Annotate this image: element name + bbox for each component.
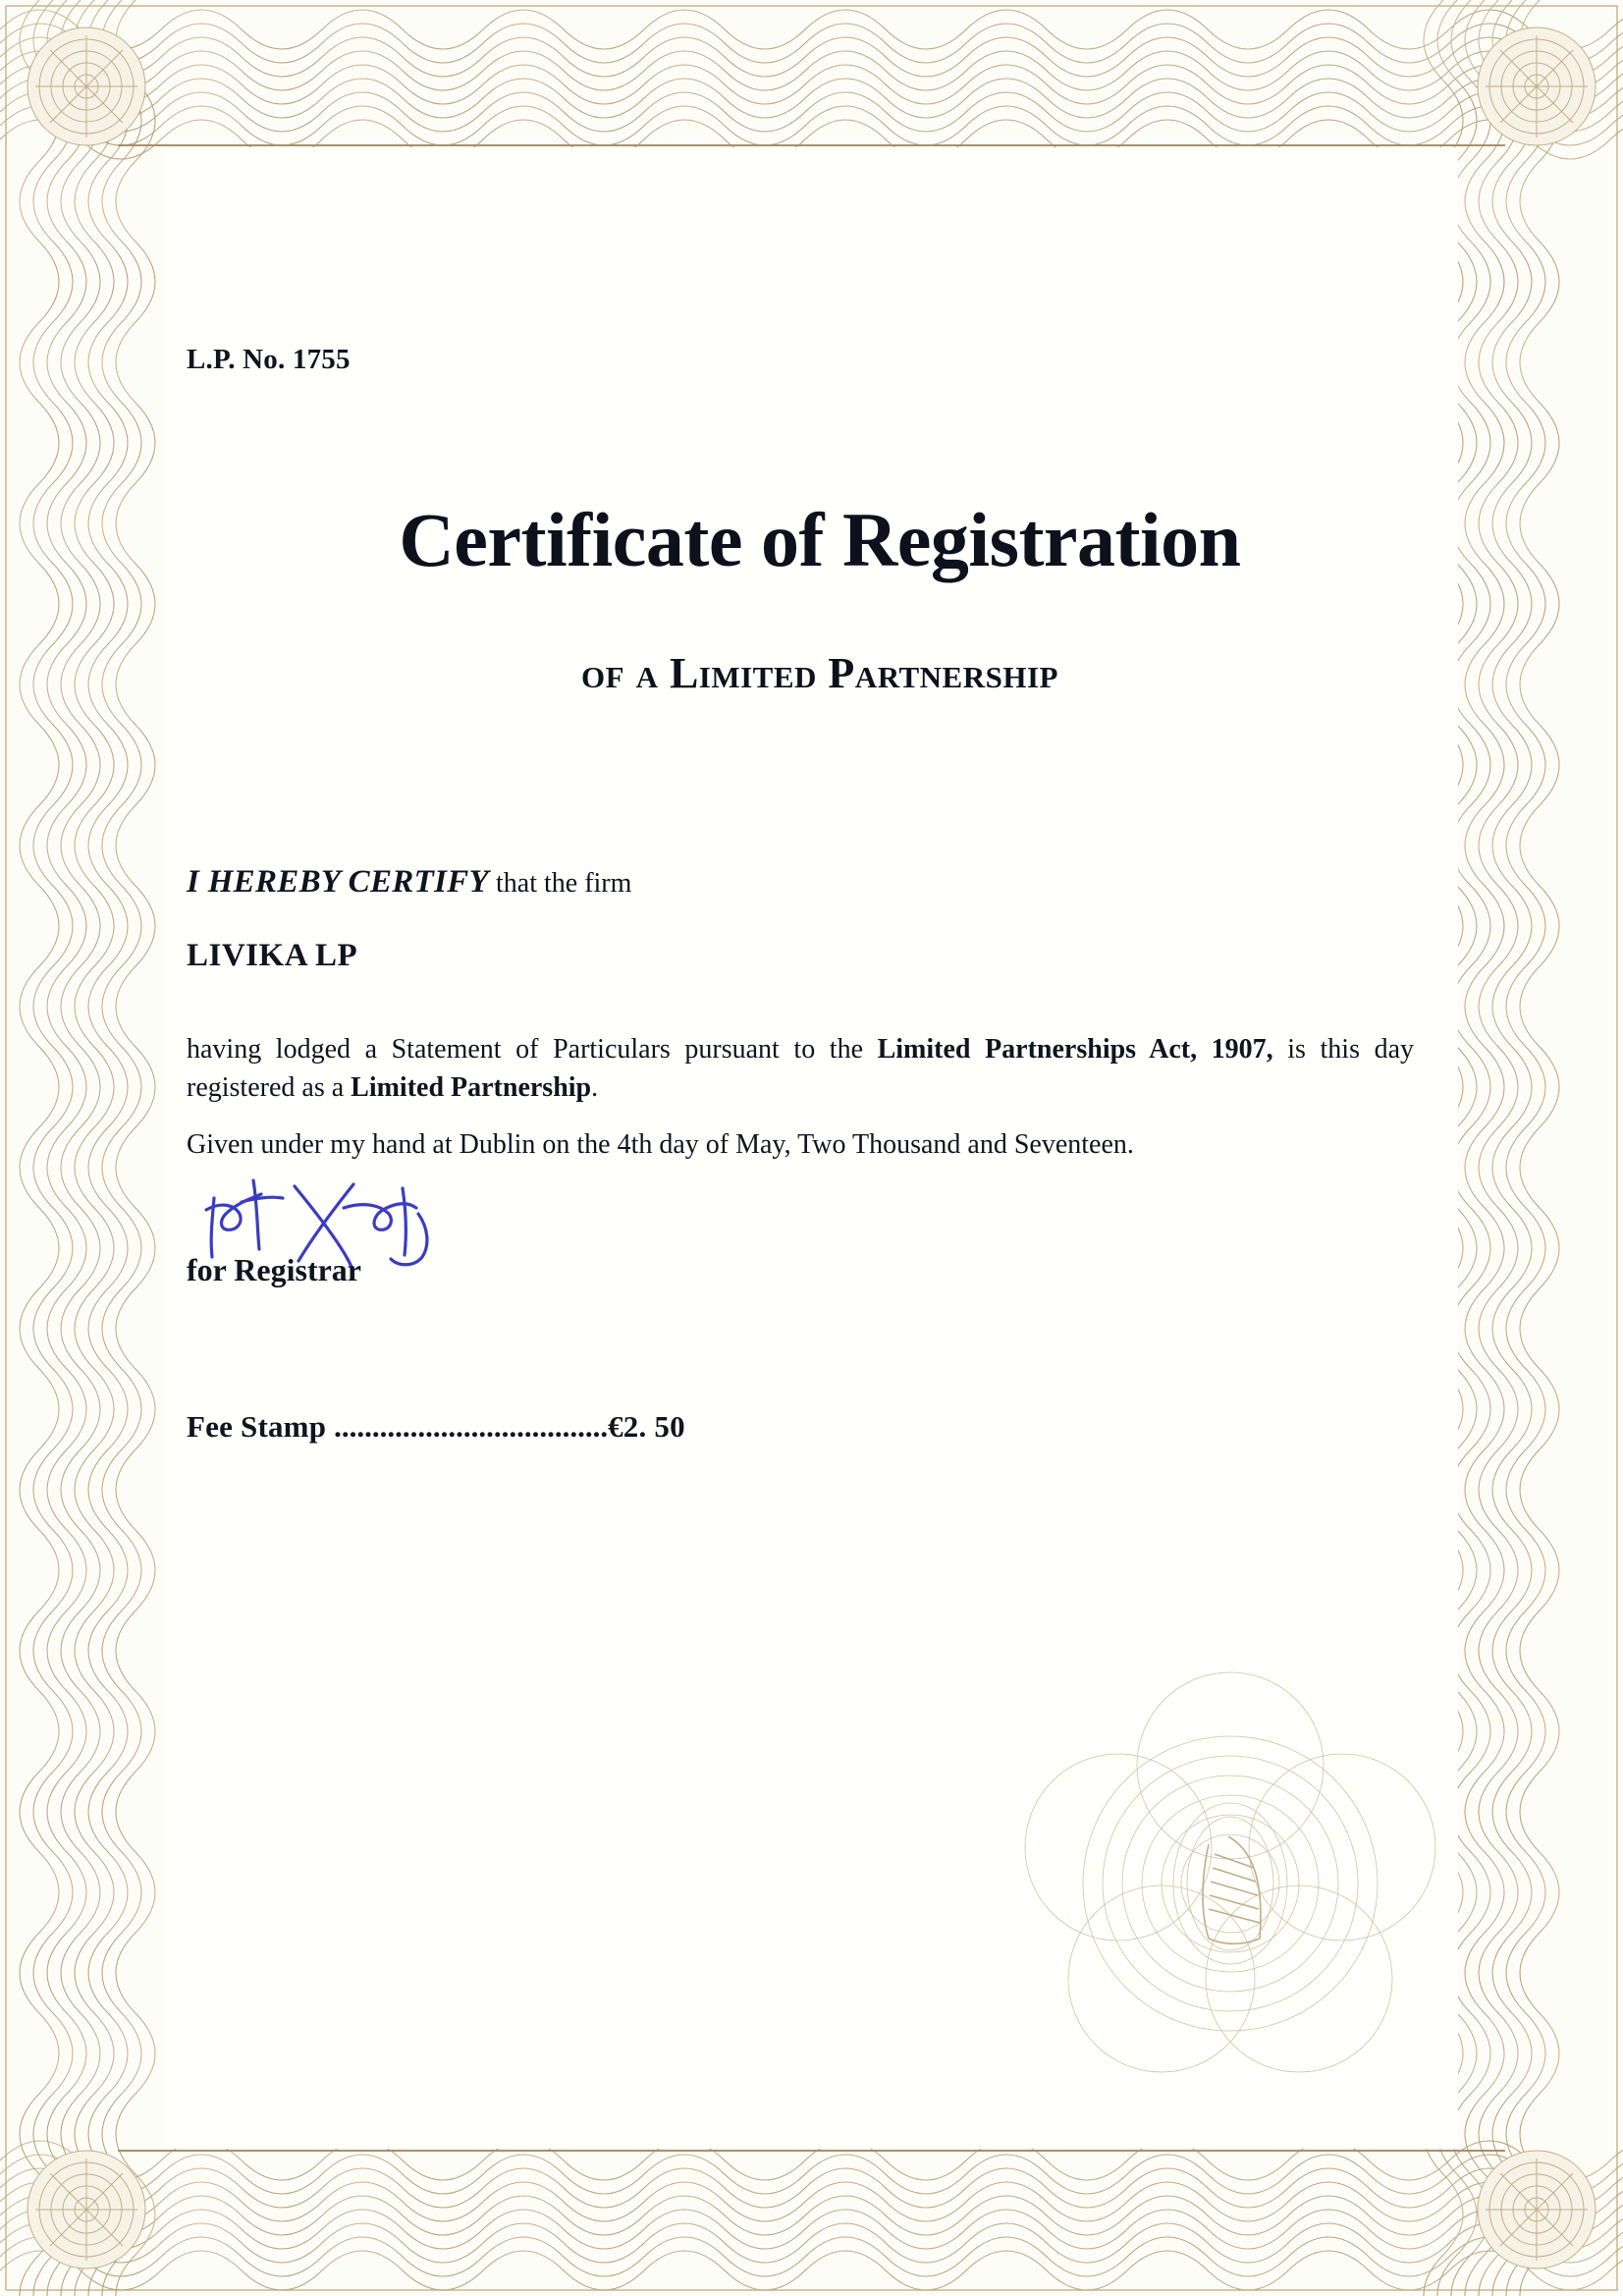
fee-stamp-line <box>187 1409 685 1445</box>
fee-stamp-label: Fee Stamp <box>187 1409 327 1444</box>
certify-statement <box>187 864 631 901</box>
firm-name: LIVIKA LP <box>187 938 358 973</box>
registration-text-part1: having lodged a Statement of Particulars pursuant to the <box>187 1034 878 1065</box>
page-subtitle: of a Limited Partnership <box>581 649 1058 697</box>
given-under-hand-line: Given under my hand at Dublin on the 4th day of May, Two Thousand and Seventeen. <box>187 1129 1134 1160</box>
certificate-content <box>187 147 1453 2151</box>
act-reference: Limited Partnerships Act, 1907, <box>877 1034 1273 1065</box>
registration-text-part2: is this day registered as a <box>187 1034 1414 1103</box>
for-registrar-label: for Registrar <box>187 1252 361 1287</box>
certify-rest: that the firm <box>489 868 632 899</box>
partnership-type: Limited Partnership <box>351 1071 592 1103</box>
registration-paragraph <box>187 1031 1414 1107</box>
registration-text-part3: . <box>591 1071 599 1103</box>
certify-lead: I HEREBY CERTIFY <box>187 864 489 900</box>
fee-stamp-value: €2. 50 <box>608 1409 685 1444</box>
fee-stamp-dots: .................................... <box>334 1409 609 1444</box>
page-title: Certificate of Registration <box>399 497 1241 582</box>
lp-number: L.P. No. 1755 <box>187 344 351 375</box>
